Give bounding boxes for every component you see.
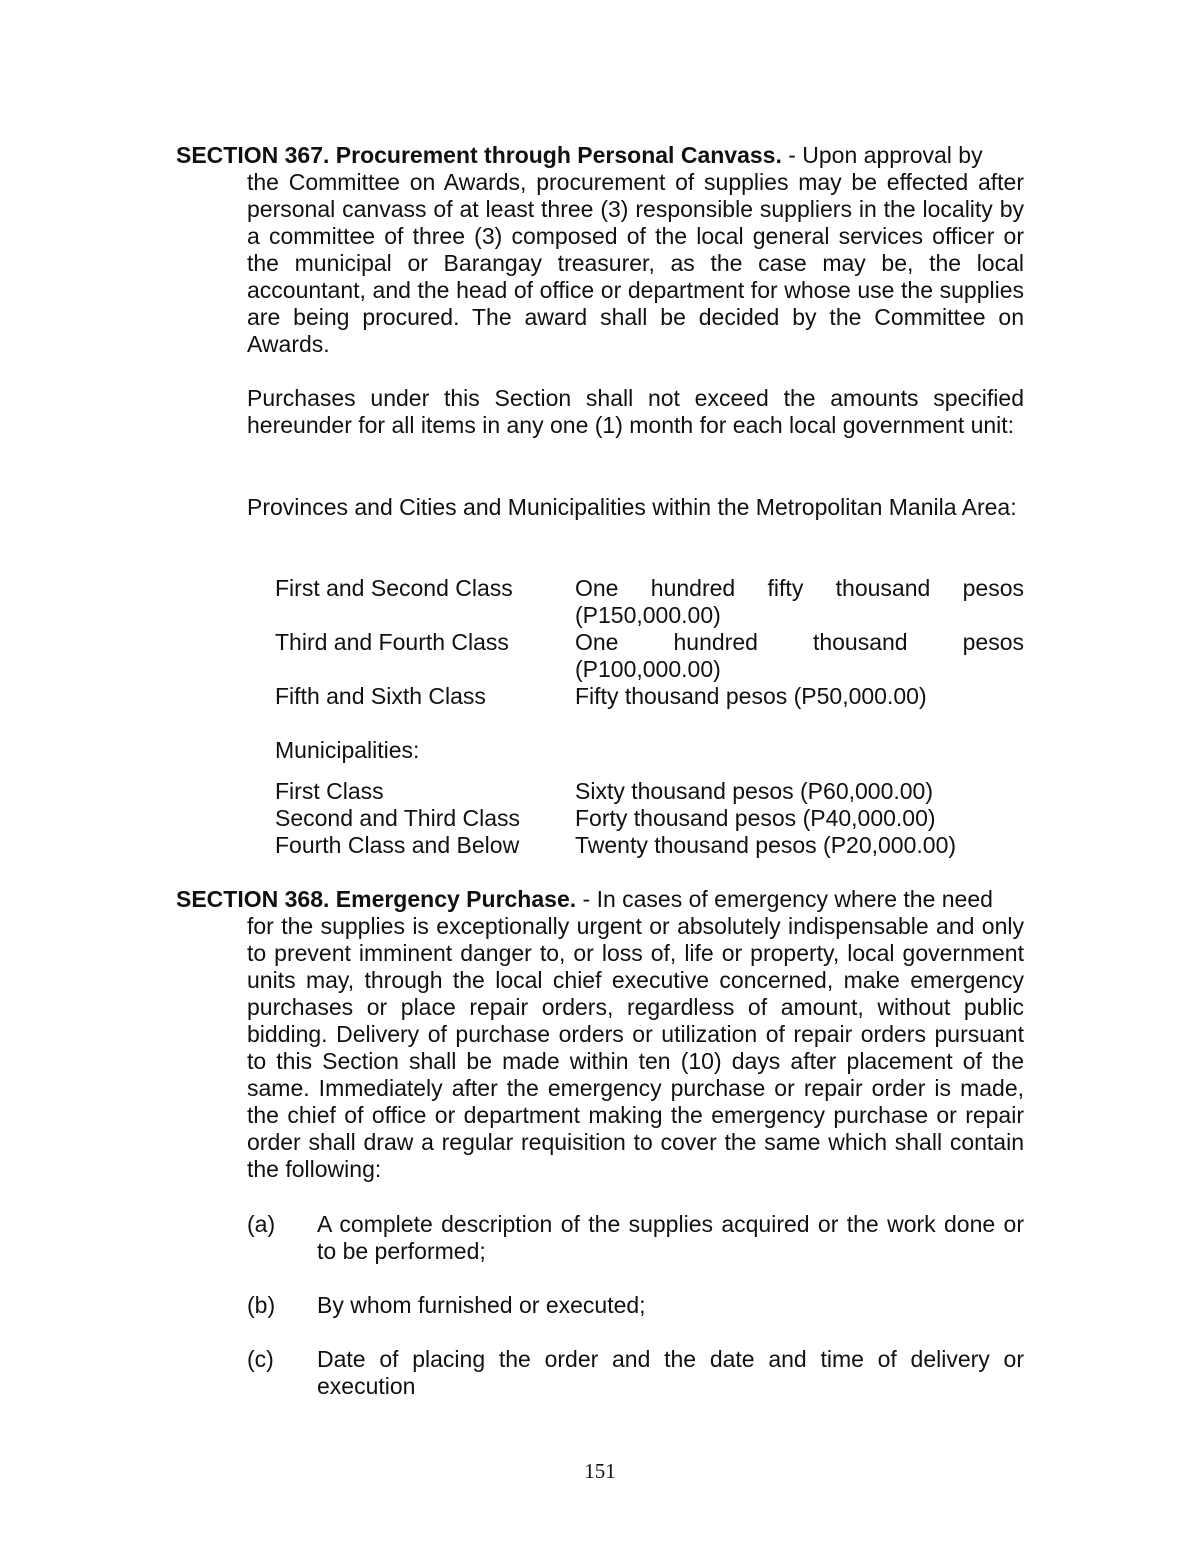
section-368-lead: - In cases of emergency where the need (576, 886, 993, 912)
section-367-body: the Committee on Awards, procurement of supplies may be effected after personal canvass of at least three (3) responsible suppliers in the locality by a committee of three (3) composed of the local general services officer or the municipal or Barangay treasurer, as the case may be, the local accountant, and the head of office or department for whose use the supplies are being procured. The award shall be decided by the Committee on Awards. (247, 169, 1024, 357)
rate-class: Fourth Class and Below (275, 832, 520, 858)
rate-amount: Twenty thousand pesos (P20,000.00) (575, 832, 957, 858)
item-text: A complete description of the supplies acquired or the work done or to be performed; (317, 1211, 1024, 1264)
rate-row (275, 683, 1024, 710)
purchases-limit-paragraph: Purchases under this Section shall not exceed the amounts specified hereunder for all items in any one (1) month for each local government unit: (247, 385, 1024, 438)
rate-row (275, 778, 1024, 805)
section-367 (176, 142, 1024, 358)
section-367-heading: SECTION 367. Procurement through Personal Canvass. (176, 142, 782, 168)
requisition-item-b (247, 1292, 1024, 1319)
municipalities-rate-table (275, 778, 1024, 859)
requisition-item-c (247, 1346, 1024, 1400)
section-367-lead: - Upon approval by (781, 142, 983, 168)
rate-class: First Class (275, 778, 384, 804)
section-368-heading: SECTION 368. Emergency Purchase. (176, 886, 577, 912)
rate-amount: One hundred fifty thousand pesos (P150,000.00) (575, 575, 1024, 628)
item-letter: (a) (247, 1211, 276, 1237)
item-letter: (b) (247, 1292, 276, 1318)
requisition-item-a (247, 1211, 1024, 1265)
item-text: By whom furnished or executed; (317, 1292, 646, 1318)
rate-row (275, 832, 1024, 859)
section-367-first-line (176, 142, 1024, 169)
item-letter: (c) (247, 1346, 274, 1372)
municipalities-heading: Municipalities: (275, 737, 420, 763)
rate-class: Second and Third Class (275, 805, 521, 831)
rate-class: Third and Fourth Class (275, 629, 509, 655)
section-368 (176, 886, 1024, 1183)
rate-row (275, 805, 1024, 832)
item-text: Date of placing the order and the date and time of delivery or execution (317, 1346, 1024, 1399)
rate-amount: One hundred thousand pesos (P100,000.00) (575, 629, 1024, 682)
provinces-intro-paragraph: Provinces and Cities and Municipalities within the Metropolitan Manila Area: (247, 494, 1017, 520)
page-number: 151 (584, 1459, 616, 1483)
provinces-rate-table (275, 575, 1024, 710)
rate-class: First and Second Class (275, 575, 513, 601)
section-368-first-line (176, 886, 1024, 913)
rate-class: Fifth and Sixth Class (275, 683, 486, 709)
rate-row (275, 575, 1024, 629)
rate-amount: Sixty thousand pesos (P60,000.00) (575, 778, 934, 804)
rate-amount: Fifty thousand pesos (P50,000.00) (575, 683, 927, 709)
rate-row (275, 629, 1024, 683)
section-368-body: for the supplies is exceptionally urgent or absolutely indispensable and only to prevent imminent danger to, or loss of, life or property, local government units may, through the local chief executive concerned, make emergency purchases or place repair orders, regardless of amount, without public bidding. Delivery of purchase orders or utilization of repair orders pursuant to this Section shall be made within ten (10) days after placement of the same. Immediately after the emergency purchase or repair order is made, the chief of office or department making the emergency purchase or repair order shall draw a regular requisition to cover the same which shall contain the following: (247, 913, 1024, 1182)
rate-amount: Forty thousand pesos (P40,000.00) (575, 805, 936, 831)
